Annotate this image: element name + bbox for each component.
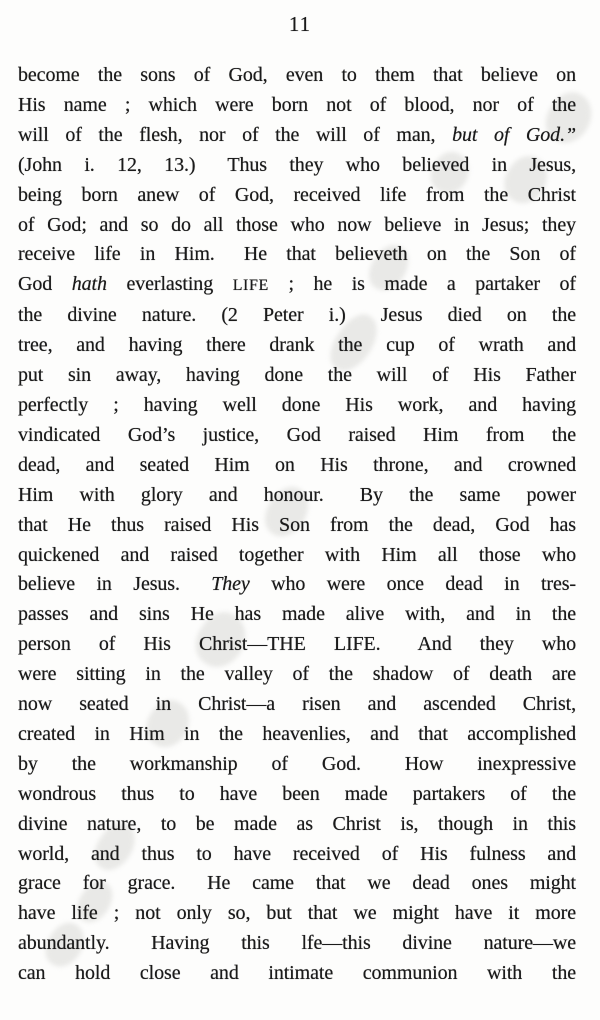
text-line	[18, 660, 576, 690]
text-line	[18, 780, 576, 810]
text-line	[18, 61, 576, 91]
text-line	[18, 570, 576, 600]
smallcaps-text: LIFE	[232, 277, 269, 295]
text-segment: divine nature, to be made as Christ is, though in this	[18, 812, 576, 835]
text-line	[18, 211, 576, 241]
text-segment: vindicated God’s justice, God raised Him from the	[18, 423, 576, 446]
text-line	[18, 840, 576, 870]
text-line	[18, 899, 576, 929]
text-line	[18, 451, 576, 481]
text-segment: tree, and having there drank the cup of wrath and	[18, 334, 576, 357]
text-line	[18, 720, 576, 750]
text-segment: will of the flesh, nor of the will of man,	[18, 123, 453, 146]
text-line	[18, 121, 576, 151]
text-line	[18, 181, 576, 211]
text-segment: now seated in Christ—a risen and ascended Christ,	[18, 693, 576, 716]
text-segment: quickened and raised together with Him all those who	[18, 543, 576, 566]
text-segment: dead, and seated Him on His throne, and crowned	[18, 453, 576, 476]
text-segment: Him with glory and honour. By the same power	[18, 483, 576, 506]
text-segment: created in Him in the heavenlies, and that accomplished	[18, 722, 576, 745]
text-segment: world, and thus to have received of His fulness and	[18, 842, 576, 865]
text-line	[18, 240, 576, 270]
text-segment: put sin away, having done the will of His Father	[18, 364, 576, 387]
text-line	[18, 421, 576, 451]
body-text	[18, 61, 576, 989]
text-segment: person of His Christ—THE LIFE. And they who	[18, 633, 576, 656]
italic-text: but of God.”	[452, 123, 577, 146]
text-segment: by the workmanship of God. How inexpressive	[18, 752, 576, 775]
text-line	[18, 750, 576, 780]
text-segment: being born anew of God, received life from the Christ	[18, 183, 576, 206]
text-line	[18, 959, 576, 989]
text-line	[18, 690, 576, 720]
text-line	[18, 270, 576, 301]
text-segment: of God; and so do all those who now believe in Jesus; they	[18, 213, 576, 236]
text-line	[18, 151, 576, 181]
text-line	[18, 511, 576, 541]
text-line	[18, 929, 576, 959]
text-segment: have life ; not only so, but that we might have it more	[18, 902, 576, 925]
text-segment: who were once dead in tres-	[249, 573, 576, 596]
text-segment: the divine nature. (2 Peter i.) Jesus died on the	[18, 304, 576, 327]
text-segment: believe in Jesus.	[18, 573, 212, 596]
page-number: 11	[288, 12, 312, 36]
text-line	[18, 301, 576, 331]
text-line	[18, 481, 576, 511]
text-line	[18, 541, 576, 571]
text-line	[18, 91, 576, 121]
text-segment: were sitting in the valley of the shadow of death are	[18, 663, 576, 686]
text-segment: God	[18, 273, 72, 296]
text-segment: receive life in Him. He that believeth on the Son of	[18, 243, 576, 266]
text-line	[18, 391, 576, 421]
text-segment: passes and sins He has made alive with, and in the	[18, 603, 576, 626]
text-segment: become the sons of God, even to them that believe on	[18, 64, 576, 86]
text-line	[18, 630, 576, 660]
text-line	[18, 361, 576, 391]
text-segment: can hold close and intimate communion with the	[18, 962, 576, 985]
italic-text: They	[211, 573, 250, 596]
text-segment: abundantly. Having this lfe—this divine nature—we	[18, 932, 576, 955]
text-segment: grace for grace. He came that we dead ones might	[18, 872, 576, 895]
text-line	[18, 869, 576, 899]
text-segment: everlasting	[106, 273, 233, 296]
text-segment: ; he is made a partaker of	[268, 273, 576, 296]
text-line	[18, 331, 576, 361]
text-segment: wondrous thus to have been made partakers of the	[18, 782, 576, 805]
text-line	[18, 810, 576, 840]
text-segment: (John i. 12, 13.) Thus they who believed in Jesus,	[18, 153, 576, 176]
text-line	[18, 600, 576, 630]
text-segment: His name ; which were born not of blood, nor of the	[18, 93, 576, 116]
text-segment: that He thus raised His Son from the dead, God has	[18, 513, 576, 536]
italic-text: hath	[71, 273, 107, 296]
text-segment: perfectly ; having well done His work, and having	[18, 393, 576, 416]
